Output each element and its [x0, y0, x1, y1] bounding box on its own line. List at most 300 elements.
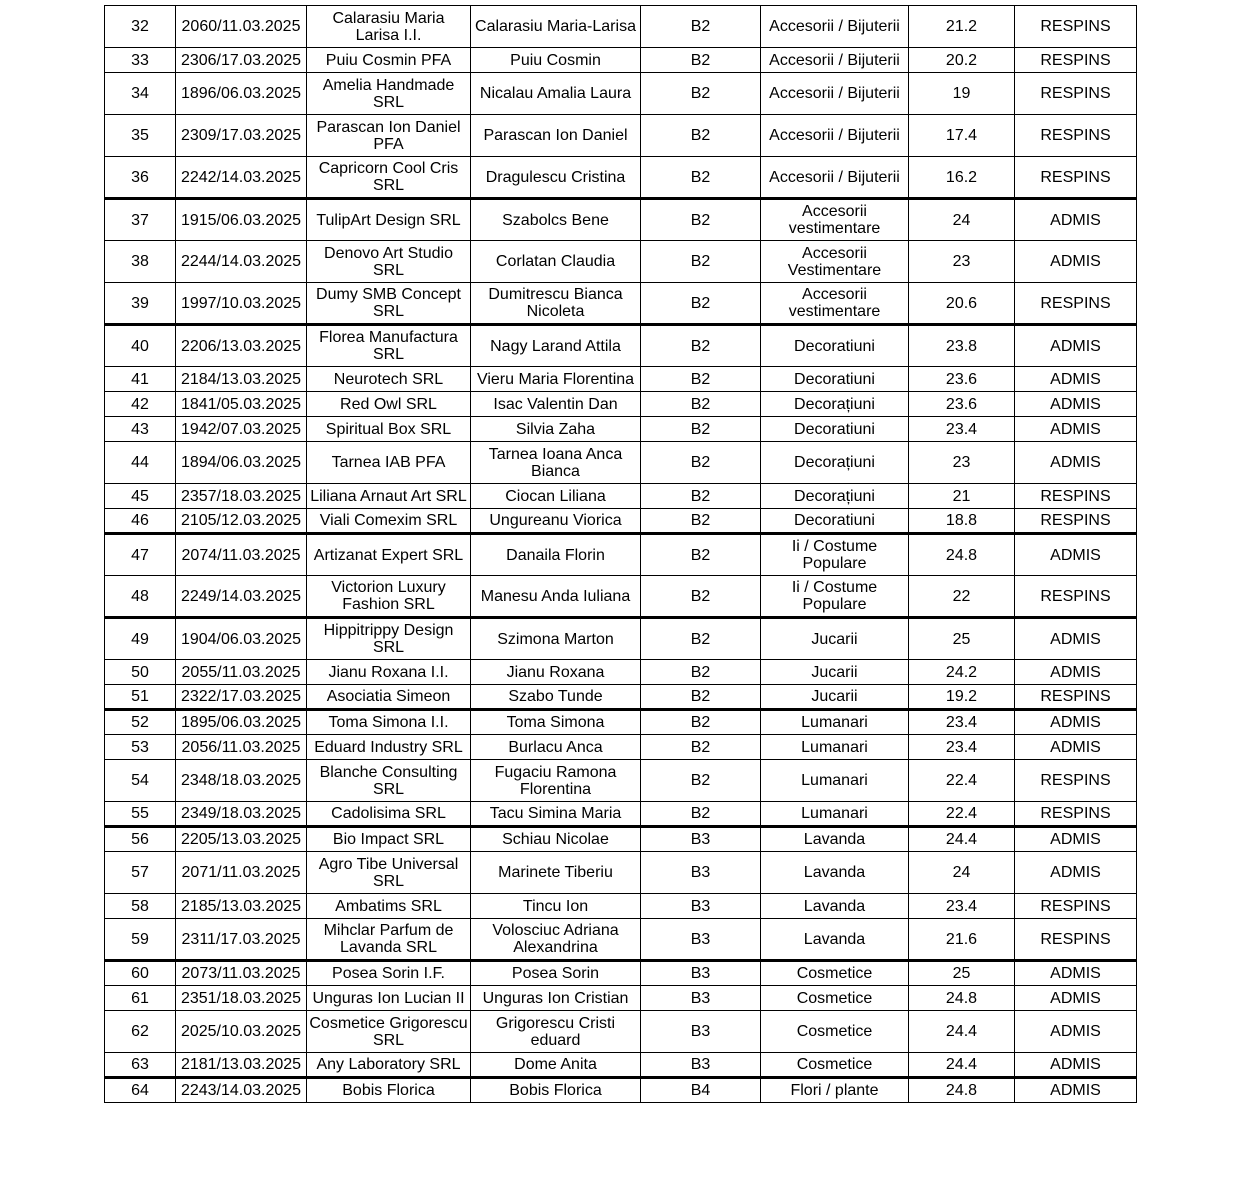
company-cell [307, 157, 471, 199]
representative-text: Posea Sorin [511, 965, 600, 982]
status-text: ADMIS [1050, 714, 1101, 731]
category-cell [761, 1011, 909, 1053]
company-text: Spiritual Box SRL [325, 420, 452, 438]
representative-cell [471, 392, 641, 417]
status-cell [1015, 986, 1137, 1011]
registration-text: 2071/11.03.2025 [181, 864, 301, 881]
status-text: ADMIS [1050, 663, 1101, 681]
class-cell [641, 115, 761, 157]
representative-cell [471, 685, 641, 710]
class-cell [641, 325, 761, 367]
row-number-cell [105, 852, 176, 894]
row-number-text: 42 [131, 395, 149, 413]
registration-text: 2243/14.03.2025 [180, 1082, 302, 1099]
category-text: Ii / Costume Populare [791, 538, 878, 572]
representative-cell [471, 442, 641, 484]
score-text: 22 [952, 587, 971, 605]
registration-text: 2060/11.03.2025 [181, 18, 301, 35]
status-text: RESPINS [1040, 772, 1111, 789]
category-cell [761, 852, 909, 894]
row-number-text: 59 [131, 930, 149, 948]
score-text: 24.8 [945, 1082, 978, 1099]
class-cell [641, 760, 761, 802]
status-text: ADMIS [1050, 454, 1101, 471]
registration-text: 2244/14.03.2025 [180, 253, 302, 270]
registration-cell [176, 986, 307, 1011]
company-text: Asociatia Simeon [326, 688, 451, 705]
table-body [105, 6, 1137, 1103]
class-text: B2 [690, 85, 711, 102]
class-cell [641, 157, 761, 199]
table-row [105, 852, 1137, 894]
representative-cell [471, 894, 641, 919]
class-text: B2 [690, 253, 711, 270]
table-row [105, 48, 1137, 73]
company-text: Victorion Luxury Fashion SRL [331, 579, 446, 613]
representative-text: Tacu Simina Maria [489, 805, 622, 822]
registration-cell [176, 484, 307, 509]
status-cell [1015, 73, 1137, 115]
status-cell [1015, 852, 1137, 894]
company-cell [307, 241, 471, 283]
class-cell [641, 484, 761, 509]
status-cell [1015, 325, 1137, 367]
registration-text: 2074/11.03.2025 [181, 546, 301, 564]
score-text: 23 [952, 253, 971, 270]
class-text: B2 [690, 738, 711, 756]
score-cell [909, 509, 1015, 534]
score-text: 21.2 [945, 18, 978, 35]
category-cell [761, 827, 909, 852]
status-cell [1015, 6, 1137, 48]
category-cell [761, 1053, 909, 1078]
table-row [105, 576, 1137, 618]
score-cell [909, 576, 1015, 618]
company-text: Calarasiu Maria Larisa I.I. [332, 9, 445, 44]
class-text: B2 [690, 688, 711, 705]
registration-text: 2322/17.03.2025 [180, 688, 302, 705]
row-number-cell [105, 442, 176, 484]
status-cell [1015, 48, 1137, 73]
registration-cell [176, 534, 307, 576]
table-row [105, 417, 1137, 442]
row-number-cell [105, 576, 176, 618]
status-cell [1015, 710, 1137, 735]
row-number-text: 37 [131, 211, 149, 229]
representative-cell [471, 1078, 641, 1103]
representative-cell [471, 710, 641, 735]
row-number-cell [105, 1053, 176, 1078]
status-text: ADMIS [1050, 1023, 1101, 1040]
status-cell [1015, 685, 1137, 710]
score-cell [909, 283, 1015, 325]
row-number-cell [105, 392, 176, 417]
score-cell [909, 894, 1015, 919]
status-text: ADMIS [1050, 420, 1101, 438]
representative-cell [471, 241, 641, 283]
table-row [105, 760, 1137, 802]
registration-cell [176, 1011, 307, 1053]
company-cell [307, 710, 471, 735]
row-number-text: 46 [131, 512, 149, 529]
class-cell [641, 894, 761, 919]
row-number-cell [105, 325, 176, 367]
category-text: Decorațiuni [794, 487, 875, 505]
row-number-text: 33 [131, 51, 149, 69]
category-cell [761, 325, 909, 367]
company-text: Tarnea IAB PFA [331, 454, 446, 471]
class-cell [641, 618, 761, 660]
representative-text: Bobis Florica [509, 1082, 602, 1099]
row-number-text: 38 [131, 253, 149, 270]
company-cell [307, 685, 471, 710]
company-text: Bobis Florica [342, 1082, 435, 1099]
score-cell [909, 442, 1015, 484]
score-text: 20.6 [945, 294, 978, 312]
representative-cell [471, 115, 641, 157]
company-cell [307, 618, 471, 660]
score-text: 24.4 [945, 831, 978, 848]
category-text: Decorațiuni [794, 454, 875, 471]
representative-cell [471, 6, 641, 48]
class-cell [641, 534, 761, 576]
table-row [105, 802, 1137, 827]
registration-text: 1904/06.03.2025 [180, 630, 302, 648]
score-cell [909, 986, 1015, 1011]
class-text: B2 [690, 546, 711, 564]
registration-cell [176, 735, 307, 760]
row-number-text: 48 [131, 587, 149, 605]
class-cell [641, 48, 761, 73]
representative-text: Nagy Larand Attila [490, 337, 621, 355]
registration-text: 2073/11.03.2025 [181, 965, 301, 982]
registration-cell [176, 6, 307, 48]
class-text: B2 [690, 512, 711, 529]
registration-text: 1942/07.03.2025 [180, 420, 302, 438]
company-cell [307, 115, 471, 157]
class-text: B2 [690, 805, 711, 822]
company-text: Liliana Arnaut Art SRL [310, 487, 467, 505]
table-row [105, 534, 1137, 576]
row-number-text: 61 [131, 989, 149, 1007]
score-cell [909, 199, 1015, 241]
representative-cell [471, 325, 641, 367]
representative-text: Dumitrescu Bianca Nicoleta [488, 286, 623, 320]
row-number-cell [105, 685, 176, 710]
category-text: Lumanari [801, 738, 868, 756]
category-text: Accesorii / Bijuterii [769, 18, 900, 35]
company-cell [307, 735, 471, 760]
class-cell [641, 576, 761, 618]
status-cell [1015, 509, 1137, 534]
category-text: Accesorii vestimentare [788, 203, 881, 237]
table-row [105, 827, 1137, 852]
score-text: 24.8 [945, 546, 978, 564]
status-text: RESPINS [1040, 294, 1111, 312]
row-number-cell [105, 241, 176, 283]
company-text: Dumy SMB Concept SRL [316, 286, 461, 320]
registration-cell [176, 241, 307, 283]
representative-cell [471, 986, 641, 1011]
status-text: RESPINS [1040, 487, 1111, 505]
registration-cell [176, 325, 307, 367]
category-cell [761, 618, 909, 660]
status-text: ADMIS [1050, 630, 1101, 648]
table-row [105, 710, 1137, 735]
row-number-text: 36 [131, 168, 149, 186]
company-text: Capricorn Cool Cris SRL [318, 160, 459, 194]
registration-cell [176, 73, 307, 115]
score-text: 24 [952, 864, 971, 881]
status-cell [1015, 802, 1137, 827]
row-number-text: 60 [131, 965, 149, 982]
class-text: B2 [690, 127, 711, 144]
category-cell [761, 961, 909, 986]
registration-cell [176, 685, 307, 710]
score-cell [909, 392, 1015, 417]
class-text: B2 [690, 370, 711, 388]
results-table [104, 5, 1137, 1103]
class-text: B3 [690, 831, 711, 848]
class-cell [641, 827, 761, 852]
score-cell [909, 1011, 1015, 1053]
registration-cell [176, 509, 307, 534]
representative-text: Silvia Zaha [515, 420, 596, 438]
registration-cell [176, 618, 307, 660]
row-number-cell [105, 157, 176, 199]
class-text: B2 [690, 294, 711, 312]
score-cell [909, 115, 1015, 157]
row-number-cell [105, 1011, 176, 1053]
row-number-cell [105, 961, 176, 986]
class-cell [641, 1078, 761, 1103]
company-text: Red Owl SRL [340, 395, 437, 413]
class-cell [641, 417, 761, 442]
status-text: RESPINS [1040, 18, 1111, 35]
representative-text: Unguras Ion Cristian [482, 989, 629, 1007]
representative-text: Isac Valentin Dan [493, 395, 618, 413]
row-number-text: 50 [131, 663, 149, 681]
row-number-text: 32 [131, 18, 149, 35]
company-cell [307, 509, 471, 534]
status-text: ADMIS [1050, 370, 1101, 388]
registration-cell [176, 760, 307, 802]
company-text: Puiu Cosmin PFA [325, 51, 452, 69]
registration-text: 1894/06.03.2025 [180, 454, 302, 471]
status-cell [1015, 115, 1137, 157]
representative-cell [471, 1011, 641, 1053]
category-text: Decoratiuni [794, 337, 875, 355]
class-cell [641, 852, 761, 894]
category-text: Lumanari [801, 772, 868, 789]
category-cell [761, 509, 909, 534]
class-text: B3 [690, 965, 711, 982]
company-cell [307, 48, 471, 73]
score-cell [909, 710, 1015, 735]
row-number-text: 64 [131, 1082, 149, 1099]
category-text: Decoratiuni [794, 370, 875, 388]
category-cell [761, 660, 909, 685]
score-cell [909, 802, 1015, 827]
company-text: Toma Simona I.I. [328, 714, 449, 731]
status-text: ADMIS [1050, 1082, 1101, 1099]
registration-text: 1915/06.03.2025 [180, 211, 302, 229]
representative-cell [471, 417, 641, 442]
table-row [105, 961, 1137, 986]
registration-cell [176, 802, 307, 827]
score-text: 23.4 [945, 738, 978, 756]
row-number-cell [105, 417, 176, 442]
registration-text: 2311/17.03.2025 [181, 930, 301, 948]
status-cell [1015, 241, 1137, 283]
company-cell [307, 325, 471, 367]
class-text: B2 [690, 772, 711, 789]
class-cell [641, 710, 761, 735]
registration-text: 2181/13.03.2025 [180, 1056, 302, 1073]
registration-cell [176, 417, 307, 442]
class-cell [641, 392, 761, 417]
company-text: Florea Manufactura SRL [319, 329, 458, 363]
category-text: Cosmetice [796, 989, 873, 1007]
registration-text: 2105/12.03.2025 [180, 512, 302, 529]
category-text: Flori / plante [790, 1082, 879, 1099]
representative-cell [471, 484, 641, 509]
class-text: B2 [690, 337, 711, 355]
representative-text: Calarasiu Maria-Larisa [475, 18, 636, 35]
class-cell [641, 509, 761, 534]
company-cell [307, 802, 471, 827]
row-number-text: 35 [131, 127, 149, 144]
company-cell [307, 576, 471, 618]
row-number-text: 62 [131, 1023, 149, 1040]
class-text: B2 [690, 630, 711, 648]
company-cell [307, 1011, 471, 1053]
status-cell [1015, 442, 1137, 484]
row-number-cell [105, 509, 176, 534]
registration-cell [176, 48, 307, 73]
status-text: RESPINS [1040, 51, 1111, 69]
table-row [105, 660, 1137, 685]
score-cell [909, 1078, 1015, 1103]
category-cell [761, 392, 909, 417]
registration-text: 2205/13.03.2025 [180, 831, 302, 848]
registration-cell [176, 442, 307, 484]
class-cell [641, 986, 761, 1011]
representative-text: Szimona Marton [497, 630, 614, 648]
row-number-cell [105, 367, 176, 392]
category-text: Lavanda [803, 831, 866, 848]
company-text: Bio Impact SRL [332, 831, 445, 848]
score-text: 16.2 [945, 168, 978, 186]
representative-cell [471, 961, 641, 986]
score-cell [909, 484, 1015, 509]
table-row [105, 685, 1137, 710]
class-text: B2 [690, 211, 711, 229]
score-text: 22.4 [945, 805, 978, 822]
status-cell [1015, 199, 1137, 241]
registration-text: 2206/13.03.2025 [180, 337, 302, 355]
representative-cell [471, 157, 641, 199]
category-text: Lavanda [803, 930, 866, 948]
class-text: B2 [690, 18, 711, 35]
representative-text: Szabo Tunde [508, 688, 603, 705]
category-cell [761, 367, 909, 392]
score-cell [909, 73, 1015, 115]
table-row [105, 157, 1137, 199]
company-text: TulipArt Design SRL [316, 211, 461, 229]
registration-text: 2309/17.03.2025 [180, 127, 302, 144]
registration-text: 2242/14.03.2025 [180, 168, 302, 186]
representative-text: Ciocan Liliana [505, 487, 606, 505]
status-cell [1015, 367, 1137, 392]
score-cell [909, 660, 1015, 685]
status-cell [1015, 534, 1137, 576]
representative-text: Parascan Ion Daniel [483, 127, 628, 144]
category-cell [761, 241, 909, 283]
representative-cell [471, 660, 641, 685]
company-cell [307, 367, 471, 392]
score-cell [909, 241, 1015, 283]
row-number-text: 51 [131, 688, 149, 705]
representative-cell [471, 852, 641, 894]
status-text: ADMIS [1050, 1056, 1101, 1073]
status-text: RESPINS [1040, 85, 1111, 102]
class-cell [641, 685, 761, 710]
score-text: 20.2 [945, 51, 978, 69]
status-cell [1015, 392, 1137, 417]
status-cell [1015, 961, 1137, 986]
score-text: 21.6 [945, 930, 978, 948]
company-text: Cosmetice Grigorescu SRL [309, 1014, 468, 1049]
table-row [105, 1078, 1137, 1103]
class-text: B3 [690, 1023, 711, 1040]
representative-cell [471, 199, 641, 241]
registration-text: 2249/14.03.2025 [180, 587, 302, 605]
row-number-text: 40 [131, 337, 149, 355]
status-text: ADMIS [1050, 989, 1101, 1007]
company-cell [307, 484, 471, 509]
registration-text: 2025/10.03.2025 [180, 1023, 302, 1040]
row-number-cell [105, 73, 176, 115]
registration-cell [176, 894, 307, 919]
score-cell [909, 852, 1015, 894]
company-cell [307, 73, 471, 115]
category-cell [761, 986, 909, 1011]
registration-cell [176, 1053, 307, 1078]
company-text: Blanche Consulting SRL [319, 763, 458, 798]
class-cell [641, 802, 761, 827]
category-cell [761, 199, 909, 241]
company-text: Artizanat Expert SRL [313, 546, 464, 564]
row-number-cell [105, 735, 176, 760]
row-number-text: 44 [131, 454, 149, 471]
company-text: Eduard Industry SRL [314, 738, 463, 756]
category-cell [761, 894, 909, 919]
row-number-text: 56 [131, 831, 149, 848]
status-text: ADMIS [1050, 864, 1101, 881]
representative-text: Puiu Cosmin [510, 51, 601, 69]
category-text: Cosmetice [796, 965, 873, 982]
row-number-cell [105, 534, 176, 576]
status-text: RESPINS [1040, 930, 1111, 948]
class-cell [641, 919, 761, 961]
score-text: 23.6 [945, 395, 978, 413]
status-cell [1015, 283, 1137, 325]
class-cell [641, 1053, 761, 1078]
class-cell [641, 241, 761, 283]
representative-text: Szabolcs Bene [502, 211, 609, 229]
company-cell [307, 919, 471, 961]
